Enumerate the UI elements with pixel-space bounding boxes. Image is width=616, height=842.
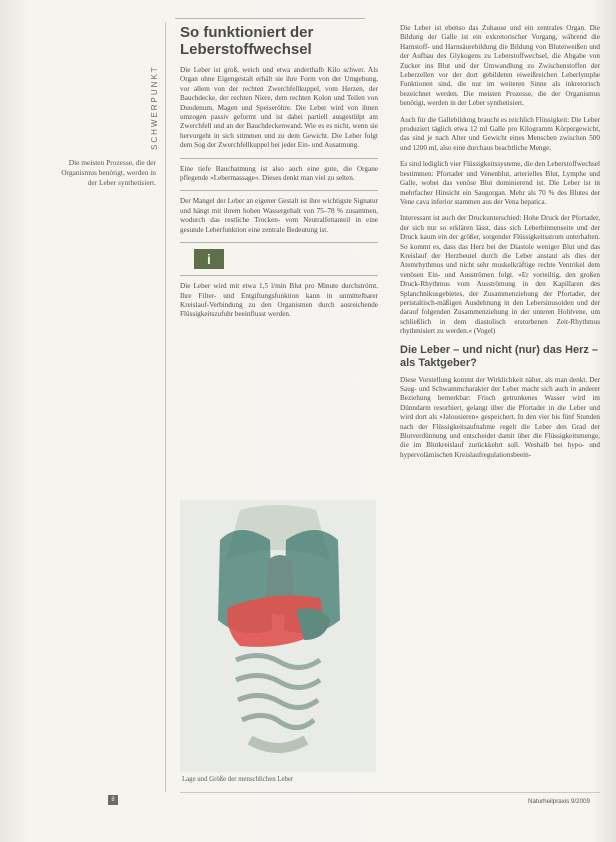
publication-footer: Naturheilpraxis 9/2009 bbox=[528, 798, 590, 805]
body-paragraph: Auch für die Gallebildung braucht es reichlich Flüssigkeit: Die Leber produziert täglich etwa 12 ml Galle pro Kilogramm Körpergewicht, das sind je nach Alter und Gewicht eines Menschen zwischen 500 und 1200 ml, also eine durchaus beachtliche Menge. bbox=[400, 115, 600, 152]
box-divider bbox=[180, 275, 378, 276]
box-divider bbox=[180, 190, 378, 191]
info-icon: i bbox=[194, 249, 224, 269]
left-column bbox=[180, 24, 378, 327]
breathing-note: Eine tiefe Bauchatmung ist also auch eine gute, die Organe pflegende »Lebermassage«. Dieses denkt man viel zu selten. bbox=[180, 164, 378, 183]
body-paragraph: Es sind lediglich vier Flüssigkeitssysteme, die den Leberstoffwechsel bestimmen: Pfortader und Venenblut, arterielles Blut, Lymphe und Galle, wobei das venöse Blut dominierend ist. Die Leber ist in mehrfacher Hinsicht ein Saugorgan. Mehr als 70 % des Blutes der Vene cava inferior stammen aus der Vena hepatica. bbox=[400, 160, 600, 206]
shape-note: Der Mangel der Leber an eigener Gestalt ist ihre wichtigste Signatur und hängt mit ihrem hohen Wassergehalt von 75–78 % zusammen, wodurch das restliche Trocken- vom Neutralfettanteil in eine gesunde Leberfunktion eine zentrale Bedeutung ist. bbox=[180, 197, 378, 234]
body-paragraph: Diese Vorstellung kommt der Wirklichkeit näher, als man denkt. Der Saug- und Schwammcharakter der Leber macht sich auch in anderer Beziehung bemerkbar: Frisch getrunkenes Wasser wird im Dünndarm resorbiert, gelangt über die Pfortader in die Leber und wird dort als »Jalousieren« gespeichert. In den vier bis fünf Stunden nach der Flüssigkeitsaufnahme regelt die Leber den Grad der Blutverdünnung und entscheidet damit über die Flüssigkeitsmenge, die im Blutkreislauf zurückkehrt soll. Weshalb bei hypo- und hypervolämischen Kreislaufregulationsbeein- bbox=[400, 375, 600, 459]
blood-flow-note: Die Leber wird mit etwa 1,5 l/min Blut pro Minute durchströmt. Ihre Filter- und Entgiftungsfunktion kann in unmittelbarer Kreislauf-Verbindung zu den Organismen durch ausreichende Flüssigkeitszufuhr beeinflusst werden. bbox=[180, 282, 378, 319]
top-rule bbox=[175, 18, 365, 19]
box-divider bbox=[180, 158, 378, 159]
article-title: So funktioniert der Leberstoffwechsel bbox=[180, 24, 314, 58]
figure-caption: Lage und Größe der menschlichen Leber bbox=[182, 776, 294, 783]
margin-note: Die meisten Prozesse, die der Organismus benötigt, werden in der Leber synthetisiert. bbox=[61, 158, 156, 187]
body-paragraph: Interessant ist auch der Druckunterschied: Hohe Druck der Pfortader, der sich nur so erklären lässt, dass sich Leberbinnenseite und der Druck kaum ein der größer, sorgender Flüssigkeitsstrom unterhalten. So kommt es, dass das Herz bei der Diastole weniger Blut und das Kreislauf der Herzbeutel durch die Leber anstaut als dies der Atemrhythmus und nicht sehr muskelkräftige rechte Ventrikel dem venösen Ein- und Ausströmen folgt. »Er vorteiltig, den großen Druck-Rhythmus vom Ausströmung in den Kapillaren des Splanchnikusgebietes, der Zusammenziehung der Pfortader, der peristaltisch-mäßigen Ausdehnung in den Lebersinusoiden und der darauf folgenden Zusammenziehung in der unteren Hohlvene, um schließlich in dem diastolisch erstorbenen Zeit-Rhythmus rhythmisiert zu werden.« (Vogel) bbox=[400, 214, 600, 336]
liver-illustration bbox=[180, 500, 376, 772]
intro-paragraph: Die Leber ist groß, weich und etwa anderthalb Kilo schwer. Als Organ ohne Eigengestalt erhält sie ihre Form von der Umgebung, vor allem von der rechten Zwerchfellkuppel, vom Herzen, der Bauchdecke, der rechten Niere, dem rechten Kolon und Teilen von Duodenum, Magen und Speiseröhre. Die Leber wird von ihnen umzogen passiv geformt und ist dabei partiell ausgestülpt am Zwerchfell und an der Bauchdeckenwand. Wie es es nicht, wenn sie hervorgeht in sich stimmen und zu dem Gewicht. Die Leber folgt dem Sog der Zwerchfellkuppel bei jeder Ein- und Ausatmung. bbox=[180, 66, 378, 150]
body-paragraph: Die Leber ist ebenso das Zuhause und ein zentrales Organ. Die Bildung der Galle ist ein exkretorischer Vorgang, während die Harnstoff- und Harnsäurebildung die Bildung von Bluteiweißen und der Aufbau des Glykogens zu Leberstoffwechsel, die Abgabe von Zucker ins Blut und der Umwandlung zu Zwischenstoffen der Leberzellen vor der dort gebildeten eiweißreichen Leberlymphe Funktionen sind, die nur im weiteren Sinne als inkretorisch bezeichnet werden. Die meisten Prozesse, die der Organismus benötigt, werden in der Leber synthetisiert. bbox=[400, 24, 600, 108]
right-column bbox=[400, 24, 600, 467]
page-number: 8 bbox=[108, 795, 118, 805]
box-divider bbox=[180, 242, 378, 243]
footer-rule bbox=[180, 792, 600, 793]
section-heading: Die Leber – und nicht (nur) das Herz – als Taktgeber? bbox=[400, 343, 599, 369]
section-label: SCHWERPUNKT bbox=[150, 65, 159, 150]
column-divider bbox=[165, 22, 166, 792]
